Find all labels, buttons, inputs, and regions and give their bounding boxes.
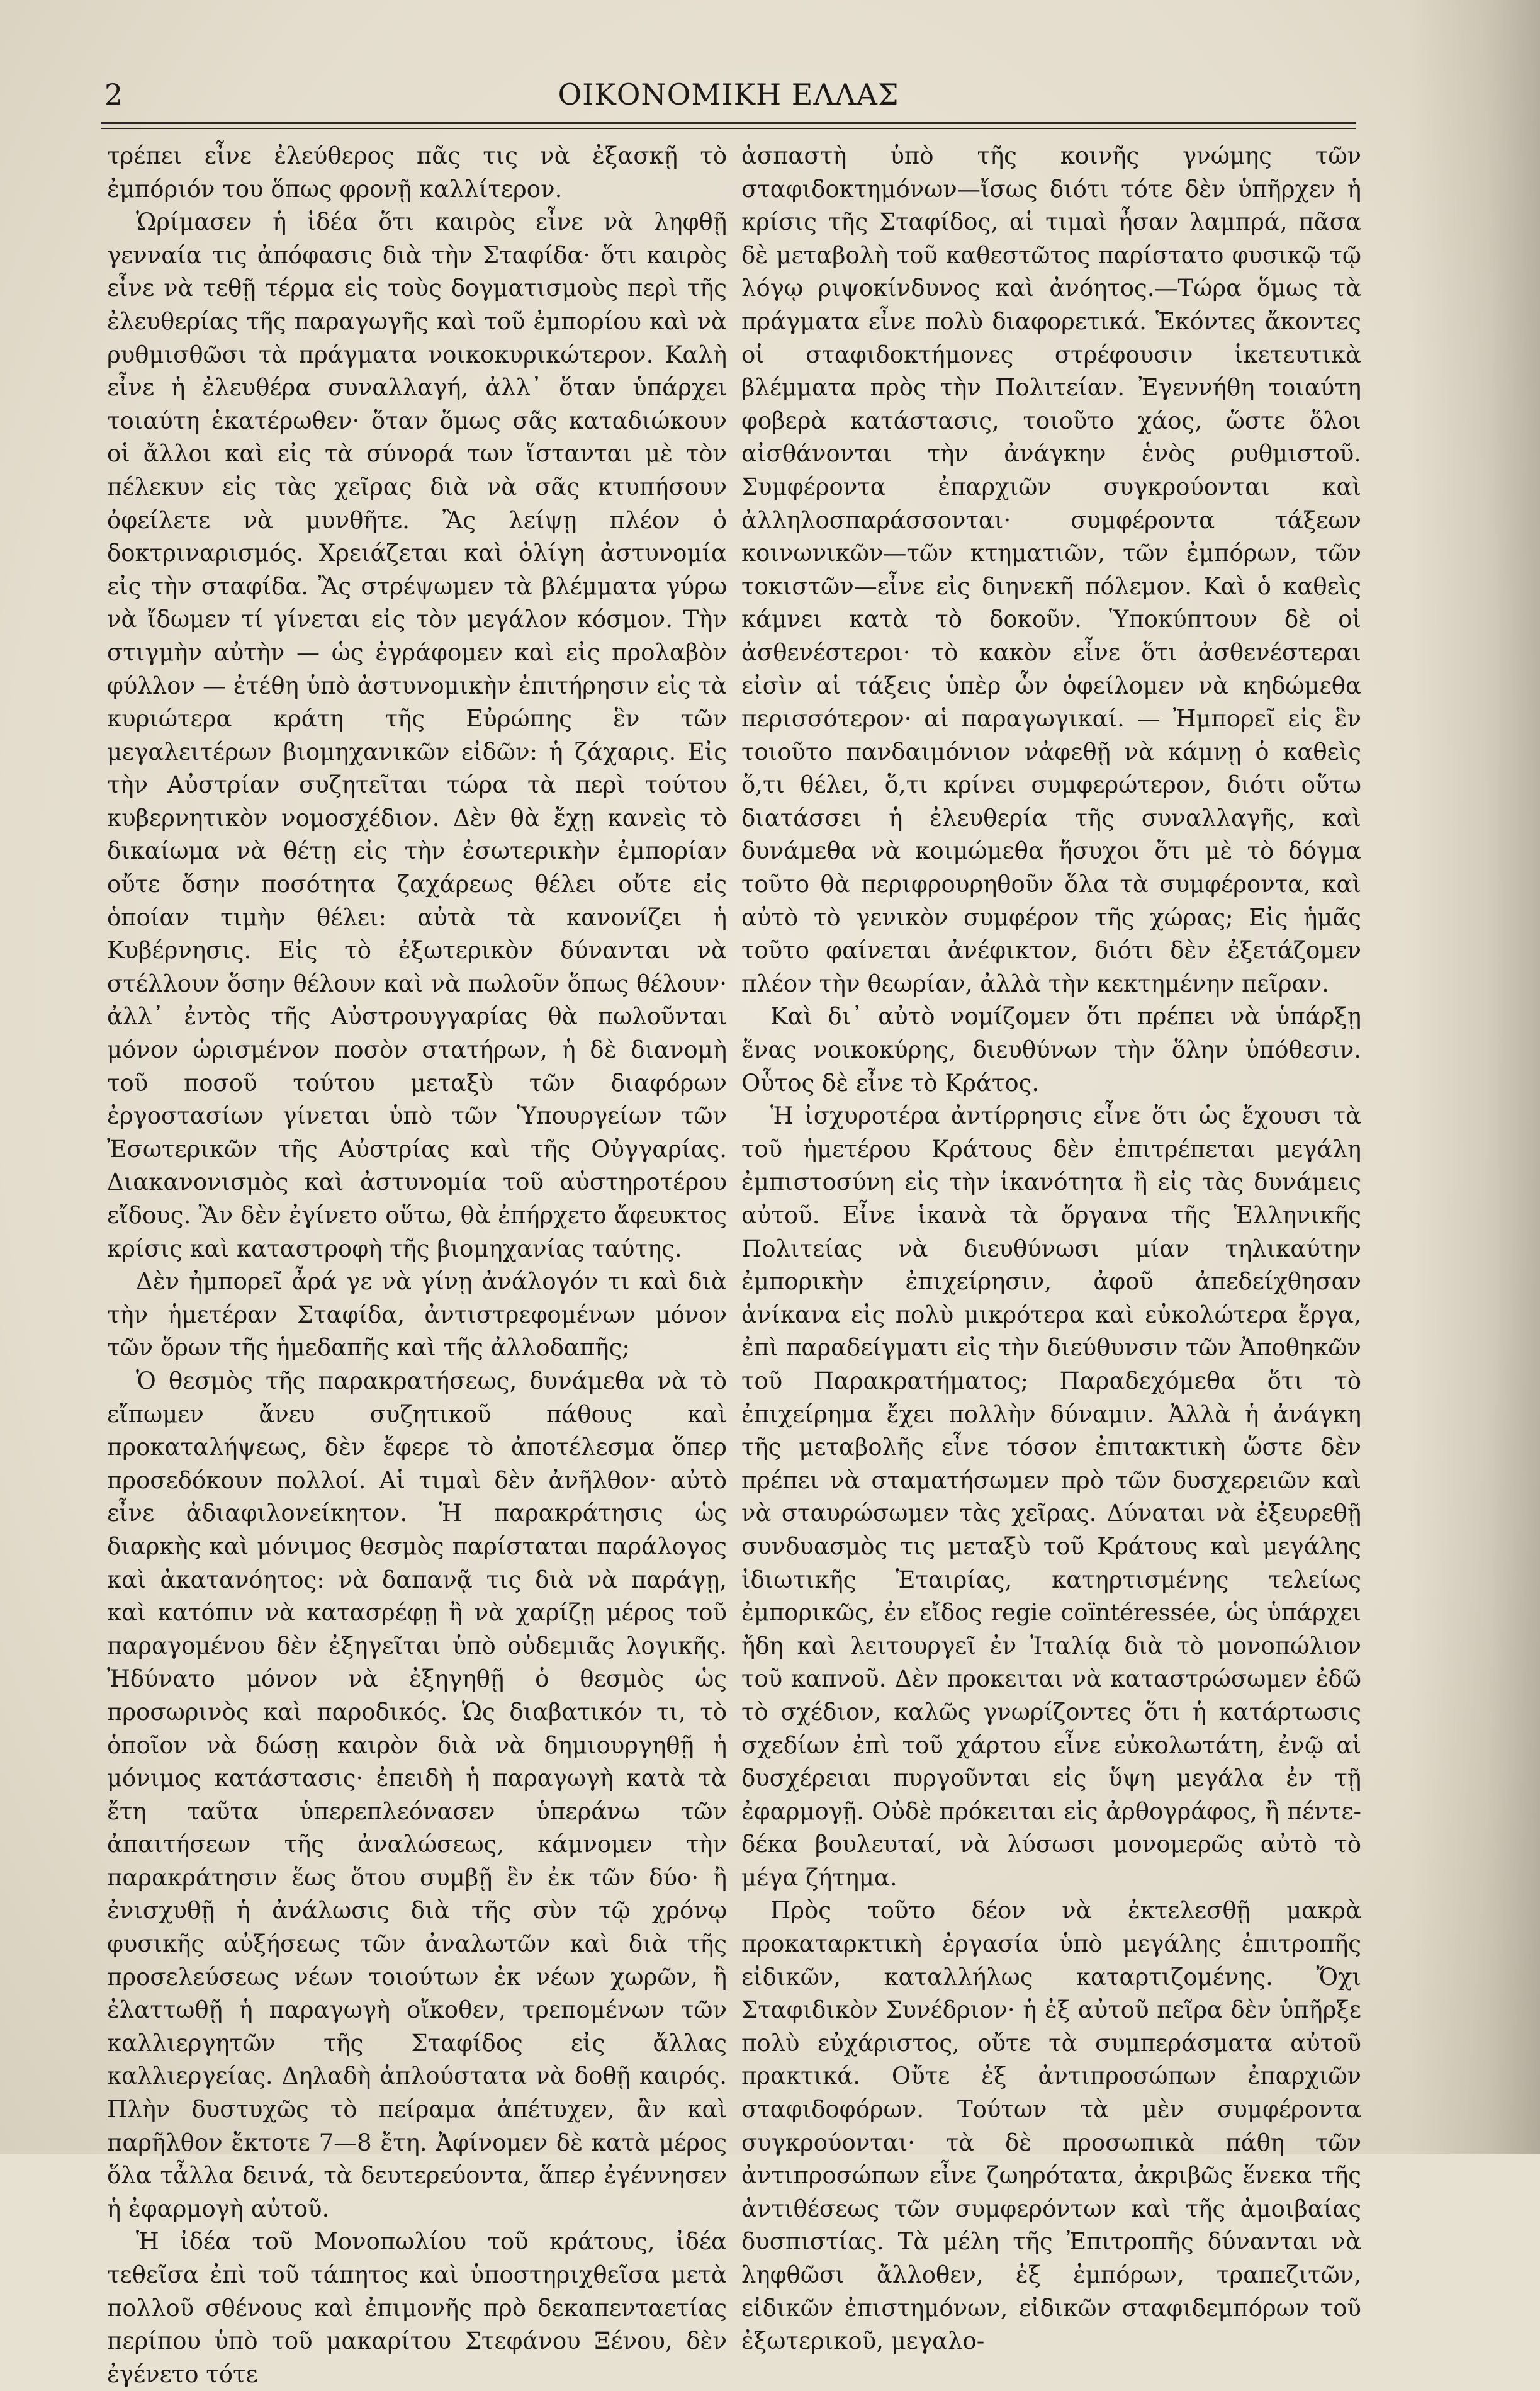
paragraph: τρέπει εἶνε ἐλεύθερος πᾶς τις νὰ ἐξασκῇ τὸ ἐμπόριόν του ὅπως φρονῇ καλλίτερον. bbox=[107, 142, 727, 203]
header-rule-thin bbox=[101, 128, 1356, 129]
paragraph: Καὶ δι᾽ αὐτὸ νομίζομεν ὅτι πρέπει νὰ ὑπάρξῃ ἕνας νοικοκύρης, διευθύνων τὴν ὅλην ὑπόθεσιν. Οὗτος δὲ εἶνε τὸ Κράτος. bbox=[741, 1003, 1361, 1097]
running-title: ΟΙΚΟΝΟΜΙΚΗ ΕΛΛΑΣ bbox=[558, 77, 899, 111]
paragraph: ἀσπαστὴ ὑπὸ τῆς κοινῆς γνώμης τῶν σταφιδοκτημόνων—ἴσως διότι τότε δὲν ὑπῆρχεν ἡ κρίσις τῆς Σταφίδος, αἱ τιμαὶ ἦσαν λαμπρά, πᾶσα δὲ μεταβολὴ τοῦ καθεστῶτος παρίστατο φυσικῷ τῷ λόγῳ ριψοκίνδυνος καὶ ἀνόητος.—Τώρα ὅμως τὰ πράγματα εἶνε πολὺ διαφορετικά. Ἑκόντες ἄκοντες οἱ σταφιδοκτήμονες στρέφουσιν ἱκετευτικὰ βλέμματα πρὸς τὴν Πολιτείαν. Ἐγεννήθη τοιαύτη φοβερὰ κατάστασις, τοιοῦτο χάος, ὥστε ὅλοι αἰσθάνονται τὴν ἀνάγκην ἑνὸς ρυθμιστοῦ. Συμφέροντα ἐπαρχιῶν συγκρούονται καὶ ἀλληλοσπαράσσονται· συμφέροντα τάξεων κοινωνικῶν—τῶν κτηματιῶν, τῶν ἐμπόρων, τῶν τοκιστῶν—εἶνε εἰς διηνεκῆ πόλεμον. Καὶ ὁ καθεὶς κάμνει κατὰ τὸ δοκοῦν. Ὑποκύπτουν δὲ οἱ ἀσθενέστεροι· τὸ κακὸν εἶνε ὅτι ἀσθενέστεραι εἰσὶν αἱ τάξεις ὑπὲρ ὧν ὀφείλομεν νὰ κηδώμεθα περισσότερον· αἱ παραγωγικαί. — Ἠμπορεῖ εἰς ἓν τοιοῦτο πανδαιμόνιον νἀφεθῇ νὰ κάμνῃ ὁ καθεὶς ὅ,τι θέλει, ὅ,τι κρίνει συμφερώτερον, διότι οὕτω διατάσσει ἡ ἐλευθερία τῆς συναλλαγῆς, καὶ δυνάμεθα νὰ κοιμώμεθα ἥσυχοι ὅτι μὲ τὸ δόγμα τοῦτο θὰ περιφρουρηθοῦν ὅλα τὰ συμφέροντα, καὶ αὐτὸ τὸ γενικὸν συμφέρον τῆς χώρας; Εἰς ἡμᾶς τοῦτο φαίνεται ἀνέφικτον, διότι δὲν ἐξετάζομεν πλέον τὴν θεωρίαν, ἀλλὰ τὴν κεκτημένην πεῖραν. bbox=[741, 142, 1361, 997]
paragraph: Ὡρίμασεν ἡ ἰδέα ὅτι καιρὸς εἶνε νὰ ληφθῇ γενναία τις ἀπόφασις διὰ τὴν Σταφίδα· ὅτι καιρὸς εἶνε νὰ τεθῇ τέρμα εἰς τοὺς δογματισμοὺς περὶ τῆς ἐλευθερίας τῆς παραγωγῆς καὶ τοῦ ἐμπορίου καὶ νὰ ρυθμισθῶσι τὰ πράγματα νοικοκυρικώτερον. Καλὴ εἶνε ἡ ἐλευθέρα συναλλαγή, ἀλλ᾽ ὅταν ὑπάρχει τοιαύτη ἑκατέρωθεν· ὅταν ὅμως σᾶς καταδιώκουν οἱ ἄλλοι καὶ εἰς τὰ σύνορά των ἵστανται μὲ τὸν πέλεκυν εἰς τὰς χεῖρας διὰ νὰ σᾶς κτυπήσουν ὀφείλετε νὰ μυνθῆτε. Ἂς λείψῃ πλέον ὁ δοκτριναρισμός. Χρειάζεται καὶ ὀλίγη ἀστυνομία εἰς τὴν σταφίδα. Ἂς στρέψωμεν τὰ βλέμματα γύρω νὰ ἴδωμεν τί γίνεται εἰς τὸν μεγάλον κόσμον. Τὴν στιγμὴν αὐτὴν — ὡς ἐγράφομεν καὶ εἰς προλαβὸν φύλλον — ἐτέθη ὑπὸ ἀστυνομικὴν ἐπιτήρησιν εἰς τὰ κυριώτερα κράτη τῆς Εὐρώπης ἓν τῶν μεγαλειτέρων βιομηχανικῶν εἰδῶν: ἡ ζάχαρις. Εἰς τὴν Αὐστρίαν συζητεῖται τώρα τὰ περὶ τούτου κυβερνητικὸν νομοσχέδιον. Δὲν θὰ ἔχῃ κανεὶς τὸ δικαίωμα νὰ θέτῃ εἰς τὴν ἐσωτερικὴν ἐμπορίαν οὔτε ὅσην ποσότητα ζαχάρεως θέλει οὔτε εἰς ὁποίαν τιμὴν θέλει: αὐτὰ τὰ κανονίζει ἡ Κυβέρνησις. Εἰς τὸ ἐξωτερικὸν δύνανται νὰ στέλλουν ὅσην θέλουν καὶ νὰ πωλοῦν ὅπως θέλουν· ἀλλ᾽ ἐντὸς τῆς Αὐστρουγγαρίας θὰ πωλοῦνται μόνον ὡρισμένον ποσὸν στατήρων, ἡ δὲ διανομὴ τοῦ ποσοῦ τούτου μεταξὺ τῶν διαφόρων ἐργοστασίων γίνεται ὑπὸ τῶν Ὑπουργείων τῶν Ἐσωτερικῶν τῆς Αὐστρίας καὶ τῆς Οὐγγαρίας. Διακανονισμὸς καὶ ἀστυνομία τοῦ αὐστηροτέρου εἴδους. Ἂν δὲν ἐγίνετο οὕτω, θὰ ἐπήρχετο ἄφευκτος κρίσις καὶ καταστροφὴ τῆς βιομηχανίας ταύτης. bbox=[107, 208, 727, 1262]
page-number: 2 bbox=[104, 77, 123, 111]
page-header bbox=[101, 76, 1356, 113]
paragraph: Ὁ θεσμὸς τῆς παρακρατήσεως, δυνάμεθα νὰ τὸ εἴπωμεν ἄνευ συζητικοῦ πάθους καὶ προκαταλήψεως, δὲν ἔφερε τὸ ἀποτέλεσμα ὅπερ προσεδόκουν πολλοί. Αἱ τιμαὶ δὲν ἀνῆλθον· αὐτὸ εἶνε ἀδιαφιλονείκητον. Ἡ παρακράτησις ὡς διαρκὴς καὶ μόνιμος θεσμὸς παρίσταται παράλογος καὶ ἀκατανόητος: νὰ δαπανᾷ τις διὰ νὰ παράγῃ, καὶ κατόπιν νὰ κατασρέφῃ ἢ νὰ χαρίζῃ μέρος τοῦ παραγομένου δὲν ἐξηγεῖται ὑπὸ οὐδεμιᾶς λογικῆς. Ἠδύνατο μόνον νὰ ἐξηγηθῇ ὁ θεσμὸς ὡς προσωρινὸς καὶ παροδικός. Ὡς διαβατικόν τι, τὸ ὁποῖον νὰ δώσῃ καιρὸν διὰ νὰ δημιουργηθῇ ἡ μόνιμος κατάστασις· ἐπειδὴ ἡ παραγωγὴ κατὰ τὰ ἔτη ταῦτα ὑπερεπλεόνασεν ὑπεράνω τῶν ἀπαιτήσεων τῆς ἀναλώσεως, κάμνομεν τὴν παρακράτησιν ἕως ὅτου συμβῇ ἓν ἐκ τῶν δύο· ἢ ἐνισχυθῇ ἡ ἀνάλωσις διὰ τῆς σὺν τῷ χρόνῳ φυσικῆς αὐξήσεως τῶν ἀναλωτῶν καὶ διὰ τῆς προσελεύσεως νέων τοιούτων ἐκ νέων χωρῶν, ἢ ἐλαττωθῇ ἡ παραγωγὴ οἴκοθεν, τρεπομένων τῶν καλλιεργητῶν τῆς Σταφίδος εἰς ἄλλας καλλιεργείας. Δηλαδὴ ἁπλούστατα νὰ δοθῇ καιρός. Πλὴν δυστυχῶς τὸ πείραμα ἀπέτυχεν, ἂν καὶ παρῆλθον ἔκτοτε 7—8 ἔτη. Ἀφίνομεν δὲ κατὰ μέρος ὅλα τἆλλα δεινά, τὰ δευτερεύοντα, ἅπερ ἐγέννησεν ἡ ἐφαρμογὴ αὐτοῦ. bbox=[107, 1367, 727, 2222]
paragraph: Ἡ ἰδέα τοῦ Μονοπωλίου τοῦ κράτους, ἰδέα τεθεῖσα ἐπὶ τοῦ τάπητος καὶ ὑποστηριχθεῖσα μετὰ πολλοῦ σθένους καὶ ἐπιμονῆς πρὸ δεκαπενταετίας περίπου ὑπὸ τοῦ μακαρίτου Στεφάνου Ξένου, δὲν ἐγένετο τότε bbox=[107, 2228, 727, 2388]
right-column bbox=[741, 140, 1361, 2355]
paragraph: Δὲν ἠμπορεῖ ἆρά γε νὰ γίνῃ ἀνάλογόν τι καὶ διὰ τὴν ἡμετέραν Σταφίδα, ἀντιστρεφομένων μόνον τῶν ὅρων τῆς ἡμεδαπῆς καὶ τῆς ἀλλοδαπῆς; bbox=[107, 1268, 727, 1362]
binding-shadow bbox=[1408, 0, 1540, 2154]
paragraph: Ἡ ἰσχυροτέρα ἀντίρρησις εἶνε ὅτι ὡς ἔχουσι τὰ τοῦ ἡμετέρου Κράτους δὲν ἐπιτρέπεται μεγάλη ἐμπιστοσύνη εἰς τὴν ἱκανότητα ἢ εἰς τὰς δυνάμεις αὐτοῦ. Εἶνε ἱκανὰ τὰ ὄργανα τῆς Ἑλληνικῆς Πολιτείας νὰ διευθύνωσι μίαν τηλικαύτην ἐμπορικὴν ἐπιχείρησιν, ἀφοῦ ἀπεδείχθησαν ἀνίκανα εἰς πολὺ μικρότερα καὶ εὐκολώτερα ἔργα, ἐπὶ παραδείγματι εἰς τὴν διεύθυνσιν τῶν Ἀποθηκῶν τοῦ Παρακρατήματος; Παραδεχόμεθα ὅτι τὸ ἐπιχείρημα ἔχει πολλὴν δύναμιν. Ἀλλὰ ἡ ἀνάγκη τῆς μεταβολῆς εἶνε τόσον ἐπιτακτικὴ ὥστε δὲν πρέπει νὰ σταματήσωμεν πρὸ τῶν δυσχερειῶν καὶ νὰ σταυρώσωμεν τὰς χεῖρας. Δύναται νὰ ἐξευρεθῇ συνδυασμὸς τις μεταξὺ τοῦ Κράτους καὶ μεγάλης ἰδιωτικῆς Ἑταιρίας, κατηρτισμένης τελείως ἐμπορικῶς, ἐν εἴδος regie coïntéressée, ὡς ὑπάρχει ἤδη καὶ λειτουργεῖ ἐν Ἰταλίᾳ διὰ τὸ μονοπώλιον τοῦ καπνοῦ. Δὲν προκειται νὰ καταστρώσωμεν ἐδῶ τὸ σχέδιον, καλῶς γνωρίζοντες ὅτι ἡ κατάρτωσις σχεδίων ἐπὶ τοῦ χάρτου εἶνε εὐκολωτάτη, ἐνῷ αἱ δυσχέρειαι πυργοῦνται εἰς ὕψη μεγάλα ἐν τῇ ἐφαρμογῇ. Οὐδὲ πρόκειται εἰς ἀρθογράφος, ἢ πέντε-δέκα βουλευταί, νὰ λύσωσι μονομερῶς αὐτὸ τὸ μέγα ζήτημα. bbox=[741, 1102, 1361, 1891]
header-rule-thick bbox=[101, 122, 1356, 124]
left-column bbox=[107, 140, 727, 2388]
paragraph: Πρὸς τοῦτο δέον νὰ ἐκτελεσθῇ μακρὰ προκαταρκτικὴ ἐργασία ὑπὸ μεγάλης ἐπιτροπῆς εἰδικῶν, καταλλήλως καταρτιζομένης. Ὄχι Σταφιδικὸν Συνέδριον· ἡ ἐξ αὐτοῦ πεῖρα δὲν ὑπῆρξε πολὺ εὐχάριστος, οὔτε τὰ συμπεράσματα αὐτοῦ πρακτικά. Οὔτε ἐξ ἀντιπροσώπων ἐπαρχιῶν σταφιδοφόρων. Τούτων τὰ μὲν συμφέροντα συγκρούονται· τὰ δὲ προσωπικὰ πάθη τῶν ἀντιπροσώπων εἶνε ζωηρότατα, ἀκριβῶς ἕνεκα τῆς ἀντιθέσεως τῶν συμφερόντων καὶ τῆς ἀμοιβαίας δυσπιστίας. Τὰ μέλη τῆς Ἐπιτροπῆς δύνανται νὰ ληφθῶσι ἄλλοθεν, ἐξ ἐμπόρων, τραπεζιτῶν, εἰδικῶν ἐπιστημόνων, εἰδικῶν σταφιδεμπόρων τοῦ ἐξωτερικοῦ, μεγαλο- bbox=[741, 1897, 1361, 2355]
